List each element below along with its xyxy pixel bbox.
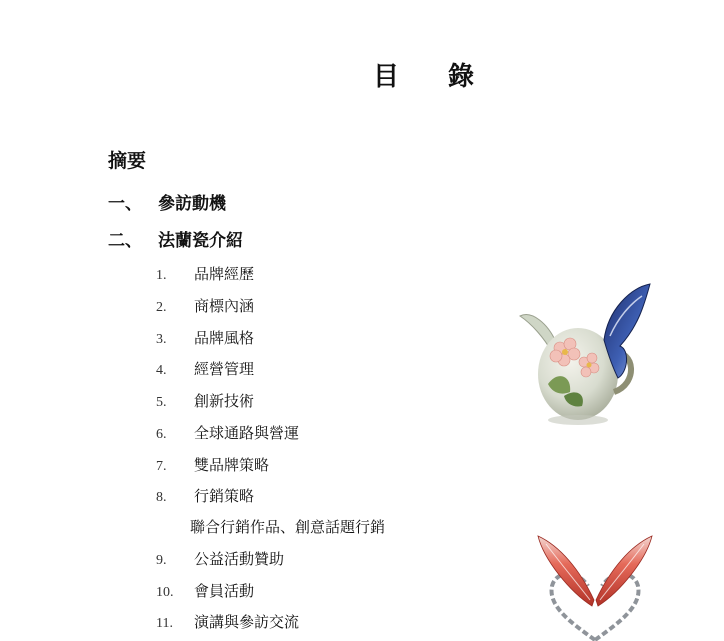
- toc-item-3: [156, 327, 254, 348]
- toc-item-11: [156, 611, 299, 632]
- toc-item-number: 5.: [156, 395, 167, 410]
- toc-item-number: 3.: [156, 332, 167, 347]
- page-title: 目 錄: [373, 62, 495, 92]
- toc-item-number: 10.: [156, 585, 174, 600]
- toc-item-number: 9.: [156, 553, 167, 568]
- toc-item-number: 11.: [156, 616, 173, 631]
- toc-item-number: 2.: [156, 300, 167, 315]
- toc-item-label: 經營管理: [194, 360, 255, 378]
- toc-item-label: 演講與參訪交流: [194, 613, 300, 631]
- toc-item-label: 創新技術: [194, 392, 255, 410]
- toc-item-1: [156, 263, 254, 284]
- porcelain-teapot-butterfly-image: [512, 280, 657, 430]
- toc-item-7: [156, 454, 269, 475]
- toc-item-label: 品牌風格: [194, 329, 255, 347]
- toc-item-8: [156, 485, 254, 506]
- toc-item-5: [156, 390, 254, 411]
- toc-item-number: 1.: [156, 268, 167, 283]
- abstract-heading: 摘要: [108, 150, 147, 172]
- toc-item-9: [156, 548, 284, 569]
- toc-item-4: [156, 358, 254, 379]
- toc-item-number: 6.: [156, 427, 167, 442]
- toc-item-label: 行銷策略: [194, 487, 255, 505]
- toc-item-label: 會員活動: [194, 582, 255, 600]
- toc-item-10: [156, 580, 254, 601]
- toc-item-number: 4.: [156, 363, 167, 378]
- toc-item-label: 公益活動贊助: [194, 550, 285, 568]
- toc-item-label: 雙品牌策略: [194, 456, 270, 474]
- toc-item-6: [156, 422, 299, 443]
- toc-sub-item: 聯合行銷作品、創意話題行銷: [190, 518, 386, 536]
- chapter-2-number: 二、: [108, 231, 142, 251]
- toc-item-label: 品牌經歷: [194, 265, 255, 283]
- toc-item-number: 8.: [156, 490, 167, 505]
- chapter-2-label: 法蘭瓷介紹: [158, 231, 243, 251]
- chapter-1-label: 參訪動機: [158, 194, 226, 214]
- chapter-2: [108, 226, 243, 251]
- toc-item-2: [156, 295, 254, 316]
- chapter-1: [108, 189, 226, 214]
- toc-item-number: 7.: [156, 459, 167, 474]
- toc-item-label: 全球通路與營運: [194, 424, 300, 442]
- toc-item-label: 商標內涵: [194, 297, 255, 315]
- winged-heart-necklace-image: [530, 530, 660, 641]
- chapter-1-number: 一、: [108, 194, 142, 214]
